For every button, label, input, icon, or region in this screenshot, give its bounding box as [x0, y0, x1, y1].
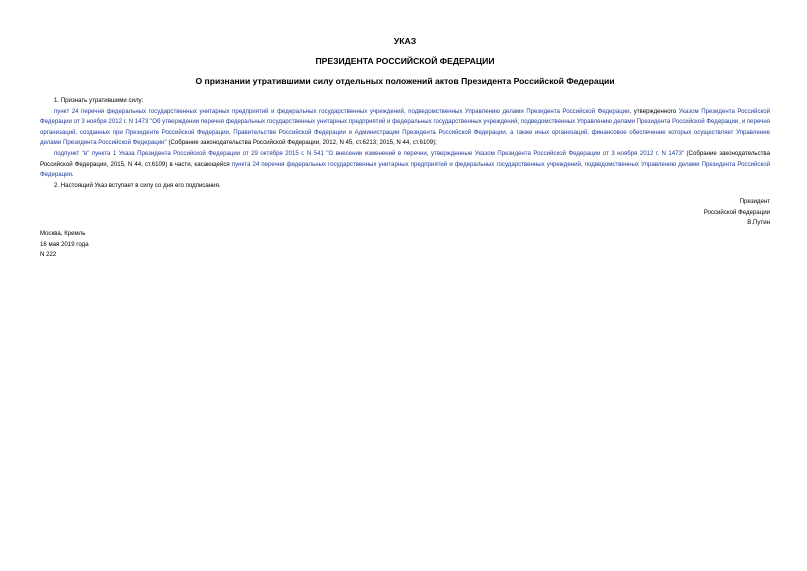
decree-title: УКАЗ	[393, 36, 417, 46]
paragraph-2	[40, 107, 770, 149]
signature-title: Президент	[739, 198, 770, 205]
document-page	[40, 0, 770, 571]
paragraph-3-tail: .	[71, 171, 74, 179]
decree-issuer: ПРЕЗИДЕНТА РОССИЙСКОЙ ФЕДЕРАЦИИ	[315, 56, 495, 66]
date-text: 16 мая 2019 года	[40, 240, 89, 248]
signature-country: Российской Федерации	[703, 208, 770, 216]
decree-number: N 222	[40, 251, 57, 259]
link-item-24-second[interactable]: пункта 24 перечня федеральных государственных унитарных предприятий и федеральных государственных учреждений, подведомственных Управлению делами Президента Российской Федерации	[40, 160, 771, 179]
paragraph-2-tail: (Собрание законодательства Российской Федерации, 2012, N 45, ст.6213; 2015, N 44, ст.6109);	[166, 139, 437, 147]
link-decree-541[interactable]: подпункт "в" пункта 1 Указа Президента Российской Федерации от 29 октября 2015 г. N 541 "О внесении изменений в перечни, утвержденные Указом Президента Российской Федерации от 3 ноября 2012 г. N 1473"	[54, 149, 685, 157]
paragraph-3	[40, 149, 770, 181]
place-text: Москва, Кремль	[40, 230, 86, 237]
decree-subject: О признании утратившими силу отдельных положений актов Президента Российской Федерации	[195, 76, 615, 86]
place-date-block	[40, 229, 89, 261]
paragraph-2-mid: , утвержденного	[629, 107, 679, 115]
link-decree-1473[interactable]: Указом Президента Российской Федерации от 3 ноября 2012 г. N 1473 "Об утверждении перечня федеральных государственных унитарных предприятий и федеральных государственных учреждений, подведомственных Управлению делами Президента Российской Федерации, и перечня организаций, созданных при Президенте Российской Федерации, Правительстве Российской Федерации и Администрации Президента Российской Федерации, а также иных организаций, финансовое обеспечение которых осуществляет Управление делами Президента Российской Федерации"	[40, 107, 771, 147]
signature-name: В.Путин	[747, 219, 770, 227]
decree-body	[40, 96, 770, 191]
signature-block	[704, 197, 770, 229]
paragraph-3-mid: (Собрание законодательства Российской Федерации, 2015, N 44, ст.6109) в части, касающейся	[40, 149, 770, 168]
link-item-24[interactable]: пункт 24 перечня федеральных государственных унитарных предприятий и федеральных государственных учреждений, подведомственных Управлению делами Президента Российской Федерации	[54, 107, 630, 115]
paragraph-4: 2. Настоящий Указ вступает в силу со дня его подписания.	[54, 181, 221, 189]
paragraph-1: 1. Признать утратившими силу:	[54, 97, 144, 104]
